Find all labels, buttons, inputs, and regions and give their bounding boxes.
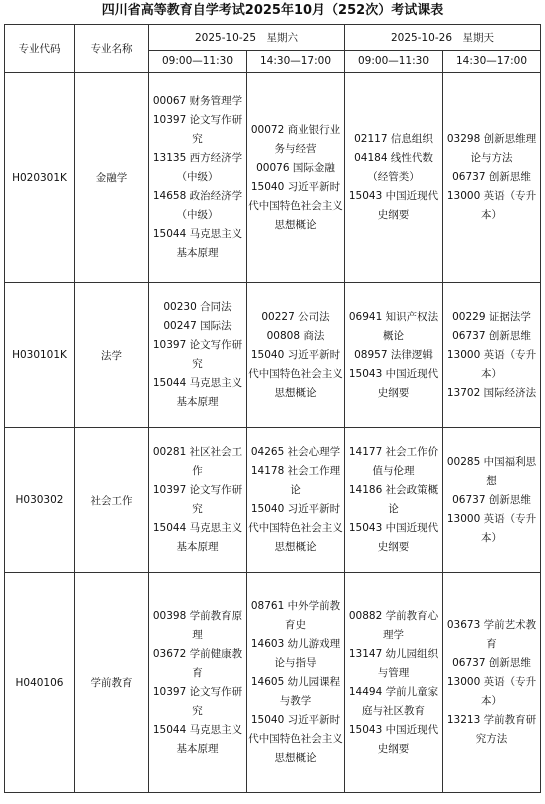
course-item: 00229 证据法学 xyxy=(452,310,531,323)
course-item: 06737 创新思维 xyxy=(452,171,531,183)
course-item: 15040 习近平新时代中国特色社会主义思想概论 xyxy=(248,348,343,399)
course-item: 15040 习近平新时代中国特色社会主义思想概论 xyxy=(248,714,343,764)
header-name: 专业名称 xyxy=(75,25,149,73)
course-item: 15043 中国近现代史纲要 xyxy=(348,723,439,755)
course-item: 15044 马克思主义基本原理 xyxy=(152,377,243,408)
course-cell xyxy=(443,428,541,573)
course-cell xyxy=(149,428,247,573)
course-item: 13213 学前教育研究方法 xyxy=(446,714,537,745)
course-item: 15043 中国近现代史纲要 xyxy=(348,522,439,553)
course-cell xyxy=(149,283,247,428)
course-item: 00230 合同法 xyxy=(163,301,232,313)
course-item: 00808 商法 xyxy=(266,329,325,342)
header-day2: 2025-10-26 星期天 xyxy=(345,25,541,51)
exam-schedule-table xyxy=(4,24,541,793)
course-cell xyxy=(149,573,247,793)
slot-header: 09:00—11:30 xyxy=(149,50,247,72)
course-item: 10397 论文写作研究 xyxy=(152,484,243,515)
course-item: 02117 信息组织 xyxy=(354,133,433,145)
course-item: 14178 社会工作理论 xyxy=(250,465,341,496)
course-item: 14605 幼儿园课程与教学 xyxy=(250,676,341,707)
course-cell xyxy=(345,73,443,283)
course-item: 15043 中国近现代史纲要 xyxy=(348,367,439,399)
slot-header: 14:30—17:00 xyxy=(443,50,541,72)
slot-header: 14:30—17:00 xyxy=(247,50,345,72)
course-item: 14177 社会工作价值与伦理 xyxy=(348,446,439,477)
course-cell xyxy=(443,283,541,428)
course-item: 08957 法律逻辑 xyxy=(354,348,433,361)
course-item: 14603 幼儿游戏理论与指导 xyxy=(250,638,341,669)
table-row xyxy=(5,73,541,283)
course-item: 00247 国际法 xyxy=(163,320,232,332)
major-code: H040106 xyxy=(5,573,75,793)
course-item: 10397 论文写作研究 xyxy=(152,114,243,145)
course-item: 00072 商业银行业务与经营 xyxy=(250,123,341,155)
page-title: 四川省高等教育自学考试2025年10月（252次）考试课表 xyxy=(101,3,444,18)
course-item: 10397 论文写作研究 xyxy=(152,339,243,370)
course-item: 15044 马克思主义基本原理 xyxy=(152,723,243,755)
course-item: 04184 线性代数（经管类） xyxy=(354,152,433,183)
course-cell xyxy=(247,283,345,428)
table-row xyxy=(5,428,541,573)
course-item: 14186 社会政策概论 xyxy=(348,484,439,515)
course-cell xyxy=(247,573,345,793)
course-item: 08761 中外学前教育史 xyxy=(250,600,341,631)
course-item: 13000 英语（专升本） xyxy=(446,512,537,544)
course-item: 04265 社会心理学 xyxy=(250,446,341,458)
course-item: 06737 创新思维 xyxy=(452,329,531,342)
course-cell xyxy=(443,73,541,283)
course-cell xyxy=(149,73,247,283)
course-cell xyxy=(443,573,541,793)
course-item: 15044 马克思主义基本原理 xyxy=(152,228,243,259)
course-item: 14658 政治经济学（中级） xyxy=(152,190,243,221)
course-cell xyxy=(345,573,443,793)
major-name: 社会工作 xyxy=(75,428,149,573)
course-item: 13000 英语（专升本） xyxy=(446,676,537,707)
course-cell xyxy=(247,428,345,573)
course-item: 00285 中国福利思想 xyxy=(446,455,537,487)
course-item: 15043 中国近现代史纲要 xyxy=(348,190,439,221)
course-item: 06941 知识产权法概论 xyxy=(348,310,439,342)
course-item: 03673 学前艺术教育 xyxy=(446,619,537,650)
course-cell xyxy=(345,428,443,573)
header-code: 专业代码 xyxy=(5,25,75,73)
course-item: 15040 习近平新时代中国特色社会主义思想概论 xyxy=(248,503,343,553)
course-item: 13702 国际经济法 xyxy=(446,386,537,399)
major-name: 法学 xyxy=(75,283,149,428)
course-item: 00076 国际金融 xyxy=(256,161,335,174)
course-item: 00281 社区社会工作 xyxy=(152,446,243,477)
course-item: 13000 英语（专升本） xyxy=(446,190,537,221)
course-item: 14494 学前儿童家庭与社区教育 xyxy=(348,685,439,717)
course-item: 10397 论文写作研究 xyxy=(152,685,243,717)
major-name: 学前教育 xyxy=(75,573,149,793)
major-code: H020301K xyxy=(5,73,75,283)
course-item: 00067 财务管理学 xyxy=(152,95,243,107)
major-code: H030101K xyxy=(5,283,75,428)
course-item: 00398 学前教育原理 xyxy=(152,609,243,641)
course-item: 06737 创新思维 xyxy=(452,657,531,669)
major-name: 金融学 xyxy=(75,73,149,283)
course-item: 13000 英语（专升本） xyxy=(446,348,537,380)
course-item: 03298 创新思维理论与方法 xyxy=(446,133,537,164)
table-row xyxy=(5,283,541,428)
header-day1: 2025-10-25 星期六 xyxy=(149,25,345,51)
course-item: 00227 公司法 xyxy=(261,310,330,323)
course-item: 15040 习近平新时代中国特色社会主义思想概论 xyxy=(248,180,343,231)
course-item: 00882 学前教育心理学 xyxy=(348,609,439,641)
course-item: 06737 创新思维 xyxy=(452,493,531,506)
course-cell xyxy=(247,73,345,283)
course-item: 13147 幼儿园组织与管理 xyxy=(348,647,439,679)
course-item: 13135 西方经济学（中级） xyxy=(152,152,243,183)
course-cell xyxy=(345,283,443,428)
course-item: 03672 学前健康教育 xyxy=(152,647,243,679)
slot-header: 09:00—11:30 xyxy=(345,50,443,72)
table-row xyxy=(5,573,541,793)
major-code: H030302 xyxy=(5,428,75,573)
course-item: 15044 马克思主义基本原理 xyxy=(152,522,243,553)
